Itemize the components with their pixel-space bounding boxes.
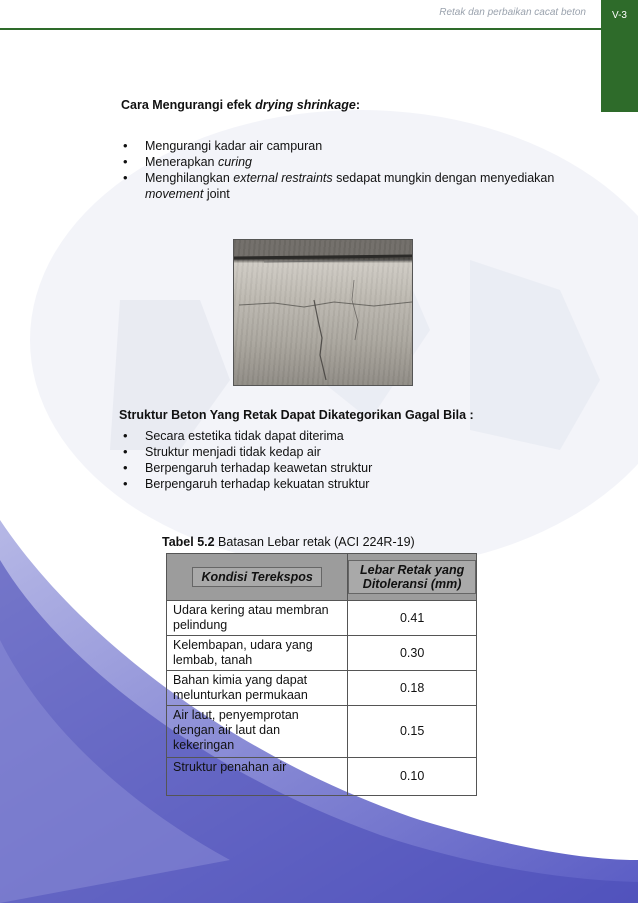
crack-width-table [166,553,477,796]
list-item: • Mengurangi kadar air campuran [121,138,591,154]
table-cell-value: 0.10 [348,758,477,796]
header-rule [0,28,601,30]
cracked-concrete-photo [233,239,413,386]
section-heading-drying-shrinkage: Cara Mengurangi efek drying shrinkage: [121,98,360,112]
table-cell-value: 0.30 [348,636,477,671]
table-row [167,671,477,706]
list-item: • Berpengaruh terhadap kekuatan struktur [121,476,591,492]
table-header-width: Lebar Retak yang Ditoleransi (mm) [348,554,477,601]
table-header-condition: Kondisi Terekspos [167,554,348,601]
table-cell-condition: Air laut, penyemprotan dengan air laut dan kekeringan [167,706,348,758]
table-cell-value: 0.41 [348,601,477,636]
table-cell-condition: Kelembapan, udara yang lembab, tanah [167,636,348,671]
table-cell-condition: Udara kering atau membran pelindung [167,601,348,636]
table-row [167,706,477,758]
header-title: Retak dan perbaikan cacat beton [439,7,586,18]
table-cell-value: 0.15 [348,706,477,758]
shrinkage-list [121,138,591,202]
table-cell-value: 0.18 [348,671,477,706]
list-item: • Secara estetika tidak dapat diterima [121,428,591,444]
list-item: • Menghilangkan external restraints sedapat mungkin dengan menyediakan movement joint [121,170,591,202]
table-caption: Tabel 5.2 Batasan Lebar retak (ACI 224R-19) [162,535,415,549]
page-number: V-3 [611,10,627,21]
table-row [167,758,477,796]
table-cell-condition: Struktur penahan air [167,758,348,796]
table-row [167,636,477,671]
page-number-tab [601,0,638,112]
list-item: • Menerapkan curing [121,154,591,170]
list-item: • Struktur menjadi tidak kedap air [121,444,591,460]
crack-lines [234,240,412,385]
section-heading-failure-criteria: Struktur Beton Yang Retak Dapat Dikategorikan Gagal Bila : [119,408,474,422]
table-cell-condition: Bahan kimia yang dapat melunturkan permukaan [167,671,348,706]
list-item: • Berpengaruh terhadap keawetan struktur [121,460,591,476]
failure-criteria-list [121,428,591,492]
table-header-row [167,554,477,601]
table-row [167,601,477,636]
